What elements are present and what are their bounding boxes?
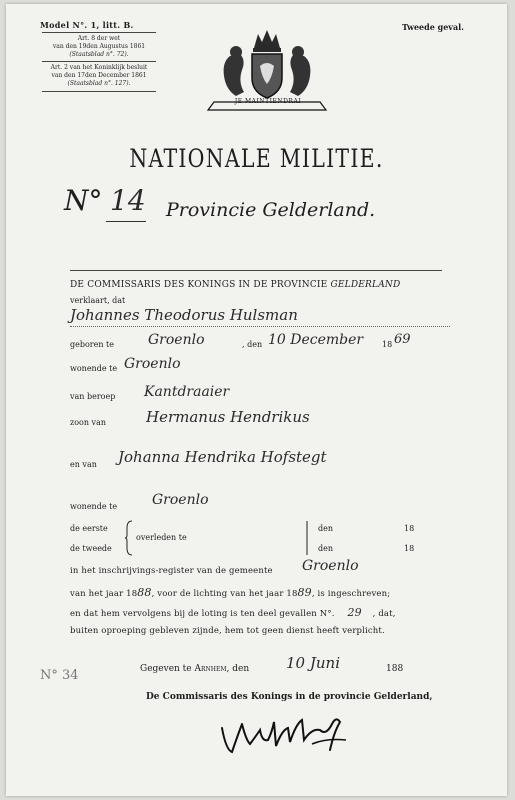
fill-line [70,326,450,327]
born-place: Groenlo [148,332,205,348]
headline-prefix: DE COMMISSARIS DES KONINGS IN DE PROVINCIE [70,280,328,290]
parents-residing-label: wonende te [70,502,118,511]
number-underline [106,221,146,222]
residing-place: Groenlo [124,356,181,372]
ref1-line-3: (Staatsblad n°. 72). [69,51,129,58]
ref1-line-1: Art. 8 der wet [77,35,121,42]
second-parent-label: de tweede [70,544,112,553]
divider [70,270,442,271]
born-date: 10 December [268,332,364,348]
given-at-line [140,664,249,674]
ref2-line-1: Art. 2 van het Koninklijk besluit [50,64,148,71]
lottery-number: 29 [347,606,362,619]
born-year: 69 [394,332,411,347]
commissioner-title: De Commissaris des Konings in de provincie Gelderland, [146,692,433,702]
divider [42,91,156,92]
given-den: , den [226,664,250,674]
levy-year: 89 [297,586,312,599]
year-prefix-1: 18 [404,524,415,533]
residing-label: wonende te [70,364,118,373]
born-label: geboren te [70,340,114,349]
lottery-line [70,606,396,619]
year-prefix-2: 18 [404,544,415,553]
register-line [70,566,273,576]
crest-motto: JE MAINTIENDRAI [234,98,302,105]
province-heading: Provincie Gelderland. [166,199,376,221]
father-name: Hermanus Hendrikus [146,408,310,426]
right-brace [306,520,314,556]
mother-name: Johanna Hendrika Hofstegt [118,448,327,466]
given-date: 10 Juni [286,654,340,672]
commissioner-headline [70,280,400,290]
model-label: Model N°. 1, litt. B. [40,20,134,30]
year-text-2: , voor de lichting van het jaar 18 [151,589,298,599]
first-parent-label: de eerste [70,524,108,533]
law-reference-2 [40,64,158,88]
parents-residing: Groenlo [152,492,209,508]
certificate-page [6,4,507,796]
lottery-end: , dat, [372,609,396,619]
born-year-prefix: 18 [382,340,393,349]
divider [42,32,156,33]
son-of-label: zoon van [70,418,106,427]
number-label: N° [64,184,103,217]
given-prefix: Gegeven te [140,664,192,674]
registration-year: 88 [137,586,152,599]
ref2-line-2: van den 17den December 1861 [51,72,147,79]
exemption-line: buiten oproeping gebleven zijnde, hem tot geen dienst heeft verplicht. [70,626,385,636]
copy-label: Tweede geval. [402,22,464,32]
law-reference-1 [40,35,158,59]
and-of-label: en van [70,460,97,469]
year-line [70,586,390,599]
document-title: NATIONALE MILITIE. [129,144,384,173]
conscript-name: Johannes Theodorus Hulsman [70,306,298,324]
born-date-label: , den [242,340,263,349]
verklaart-label: verklaart, dat [70,296,126,305]
commissioner-signature [216,710,356,760]
divider [42,61,156,62]
year-text-3: , is ingeschreven; [311,589,391,599]
lottery-text: en dat hem vervolgens bij de loting is ten deel gevallen N°. [70,609,335,619]
profession: Kantdraaier [144,384,230,400]
den-label-1: den [318,524,334,533]
den-label-2: den [318,544,334,553]
profession-label: van beroep [70,392,116,401]
ref2-line-3: (Staatsblad n°. 127). [67,80,131,87]
given-place: Arnhem [194,664,227,674]
register-place: Groenlo [302,558,359,574]
headline-province: GELDERLAND [330,280,401,290]
number-value: 14 [110,184,146,217]
margin-note: N° 34 [40,668,79,683]
given-year: 188 [386,664,404,674]
year-text-1: van het jaar 18 [70,589,138,599]
ref1-line-2: van den 19den Augustus 1861 [52,43,146,50]
left-brace [124,520,134,556]
deceased-label: overleden te [136,533,187,542]
register-text: in het inschrijvings-register van de gemeente [70,566,273,576]
